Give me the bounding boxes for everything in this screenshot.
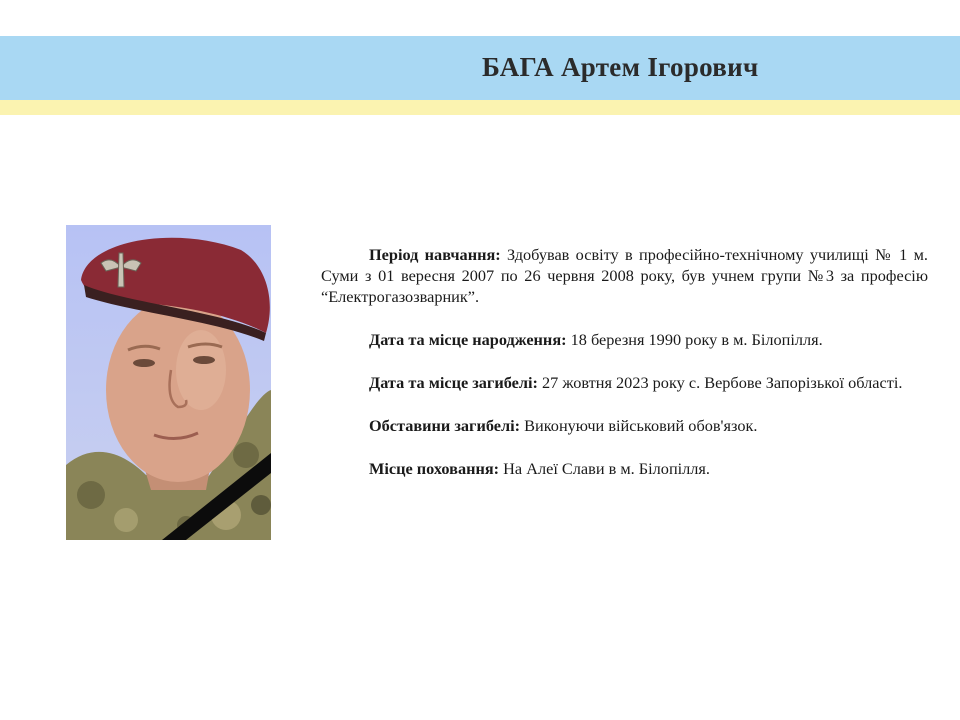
header-banner-blue <box>0 36 960 100</box>
birth-text: 18 березня 1990 року в м. Білопілля. <box>570 330 823 349</box>
death-text: 27 жовтня 2023 року с. Вербове Запорізької області. <box>542 373 903 392</box>
education-label: Період навчання: <box>369 245 501 264</box>
burial-label: Місце поховання: <box>369 459 500 478</box>
death-label: Дата та місце загибелі: <box>369 373 538 392</box>
circumstances-text: Виконуючи військовий обов'язок. <box>524 416 758 435</box>
birth-paragraph <box>321 329 928 350</box>
portrait-with-mourning-ribbon-icon <box>66 225 271 540</box>
death-paragraph <box>321 372 928 393</box>
education-paragraph <box>321 244 928 307</box>
portrait-photo <box>66 225 271 540</box>
person-name-title: БАГА Артем Ігорович <box>482 52 759 82</box>
education-text: Здобував освіту в професійно-технічному училищі № 1 м. Суми з 01 вересня 2007 по 26 червня 2008 року, був учнем групи №3 за професію “Електрогазозварник”. <box>321 245 928 306</box>
burial-text: На Алеї Слави в м. Білопілля. <box>503 459 710 478</box>
biography-section <box>321 244 928 479</box>
circumstances-label: Обставини загибелі: <box>369 416 521 435</box>
birth-label: Дата та місце народження: <box>369 330 567 349</box>
header-banner-yellow <box>0 100 960 115</box>
circumstances-paragraph <box>321 415 928 436</box>
burial-paragraph <box>321 458 928 479</box>
